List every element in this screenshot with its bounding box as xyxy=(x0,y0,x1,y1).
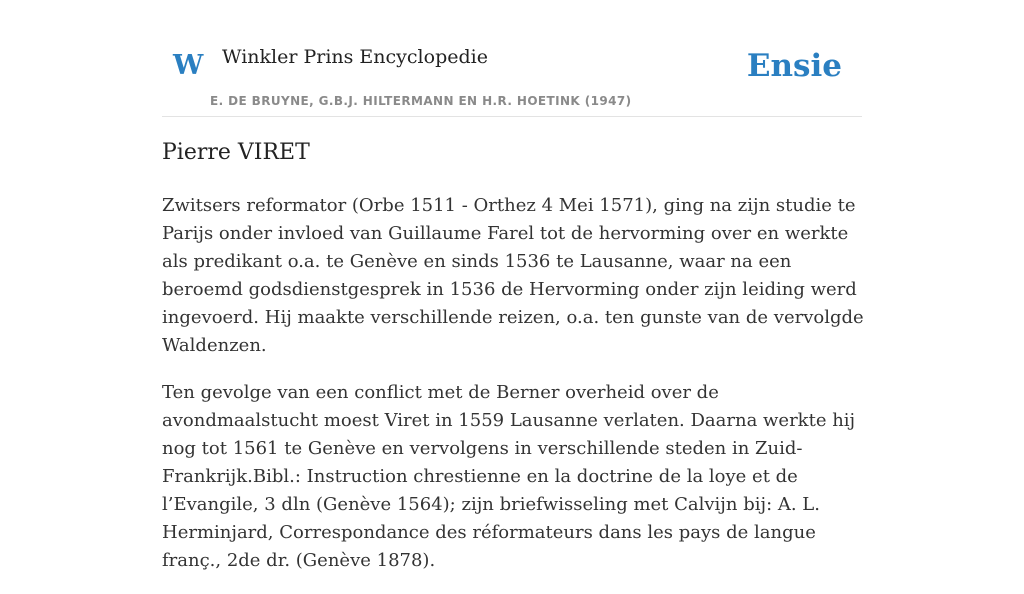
ensie-logo-link[interactable]: Ensie xyxy=(746,48,842,84)
article-title: Pierre VIRET xyxy=(162,140,310,165)
article-paragraph: Zwitsers reformator (Orbe 1511 - Orthez 4 Mei 1571), ging na zijn studie te Parijs onder invloed van Guillaume Farel tot de hervorming over en werkte als predikant o.a. te Genève en sinds 1536 te Lausanne, waar na een beroemd godsdienstgesprek in 1536 de Hervorming onder zijn leiding werd ingevoerd. Hij maakte verschillende reizen, o.a. ten gunste van de vervolgde Waldenzen. xyxy=(162,195,864,356)
publication-title: Winkler Prins Encyclopedie xyxy=(222,46,488,68)
publication-authors: E. DE BRUYNE, G.B.J. HILTERMANN EN H.R. HOETINK (1947) xyxy=(210,94,632,108)
article-body xyxy=(162,192,867,594)
encyclopedia-logo: W xyxy=(173,50,204,81)
header xyxy=(162,0,862,117)
article-paragraph: Ten gevolge van een conflict met de Berner overheid over de avondmaalstucht moest Viret in 1559 Lausanne verlaten. Daarna werkte hij nog tot 1561 te Genève en vervolgens in verschillende steden in Zuid-Frankrijk.Bibl.: Instruction chrestienne en la doctrine de la loye et de l’Evangile, 3 dln (Genève 1564); zijn briefwisseling met Calvijn bij: A. L. Herminjard, Correspondance des réformateurs dans les pays de langue franç., 2de dr. (Genève 1878). xyxy=(162,382,856,571)
